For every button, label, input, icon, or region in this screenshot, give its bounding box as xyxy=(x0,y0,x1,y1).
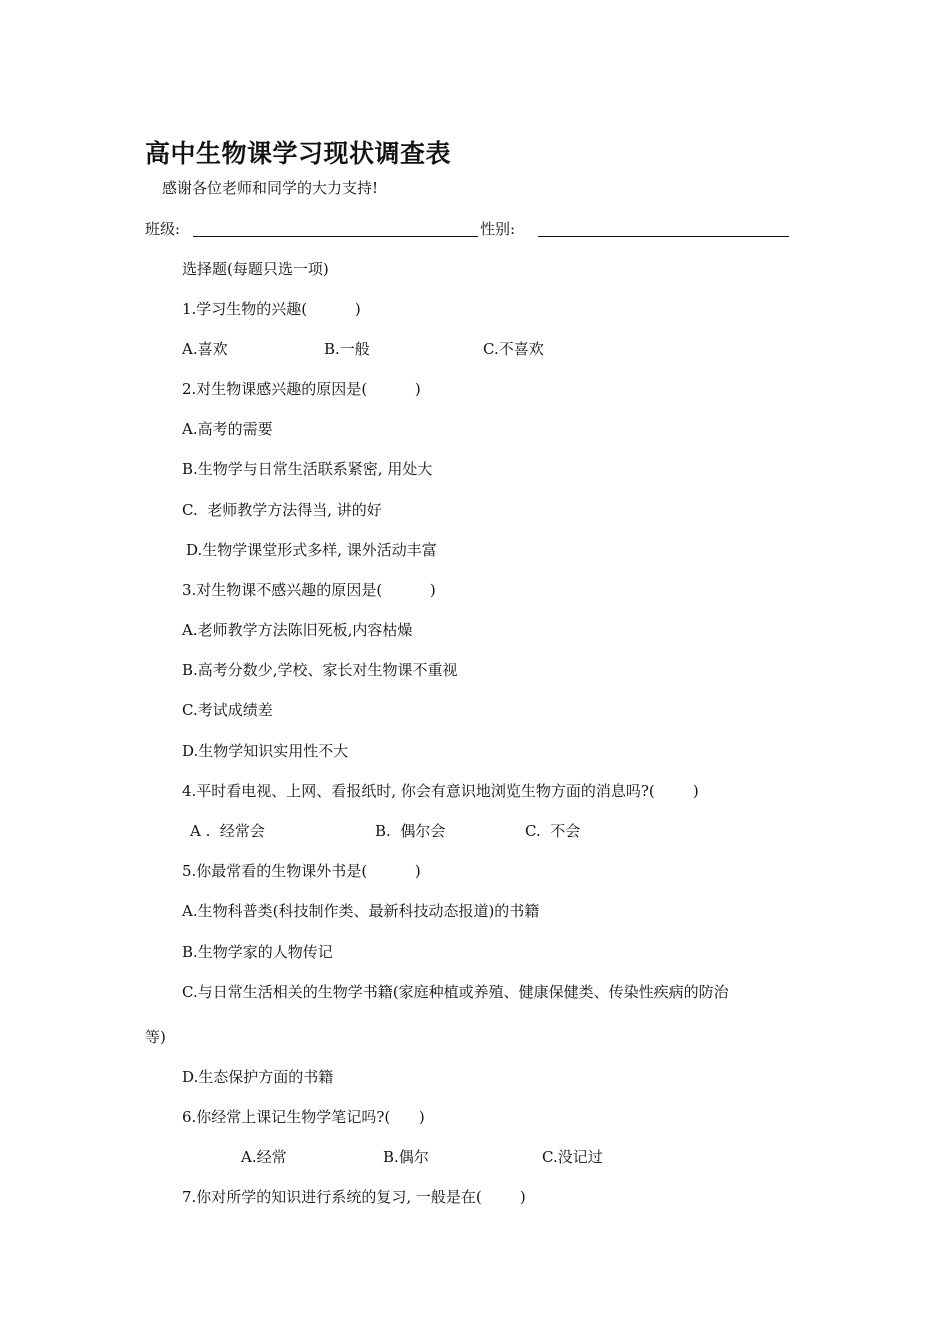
q2-option-c: C. 老师教学方法得当, 讲的好 xyxy=(182,501,382,519)
q6-option-a: A.经常 xyxy=(241,1148,287,1166)
q4-option-a: A . 经常会 xyxy=(190,822,265,840)
question-3: 3.对生物课不感兴趣的原因是( ) xyxy=(182,581,436,599)
question-4: 4.平时看电视、上网、看报纸时, 你会有意识地浏览生物方面的消息吗?( ) xyxy=(182,782,699,800)
q6-option-b: B.偶尔 xyxy=(383,1148,429,1166)
q6-option-c: C.没记过 xyxy=(542,1148,603,1166)
q5-option-c-line2: 等) xyxy=(145,1028,166,1046)
question-2: 2.对生物课感兴趣的原因是( ) xyxy=(182,380,421,398)
q5-option-b: B.生物学家的人物传记 xyxy=(182,943,333,961)
question-7: 7.你对所学的知识进行系统的复习, 一般是在( ) xyxy=(182,1188,526,1206)
question-6: 6.你经常上课记生物学笔记吗?( ) xyxy=(182,1108,425,1126)
question-1: 1.学习生物的兴趣( ) xyxy=(182,300,361,318)
q2-option-a: A.高考的需要 xyxy=(182,420,273,438)
thanks-line: 感谢各位老师和同学的大力支持! xyxy=(162,179,379,197)
q5-option-c-line1: C.与日常生活相关的生物学书籍(家庭种植或养殖、健康保健类、传染性疾病的防治 xyxy=(182,983,729,1001)
q3-option-a: A.老师教学方法陈旧死板,内容枯燥 xyxy=(182,621,413,639)
q4-option-c: C. 不会 xyxy=(525,822,581,840)
q2-option-d: D.生物学课堂形式多样, 课外活动丰富 xyxy=(186,541,437,559)
class-fill-line[interactable] xyxy=(193,236,478,237)
q2-option-b: B.生物学与日常生活联系紧密, 用处大 xyxy=(182,460,433,478)
q5-option-a: A.生物科普类(科技制作类、最新科技动态报道)的书籍 xyxy=(182,902,540,920)
question-5: 5.你最常看的生物课外书是( ) xyxy=(182,862,421,880)
q1-option-a: A.喜欢 xyxy=(182,340,228,358)
q1-option-b: B.一般 xyxy=(324,340,370,358)
gender-fill-line[interactable] xyxy=(538,236,789,237)
q3-option-d: D.生物学知识实用性不大 xyxy=(182,742,349,760)
gender-label: 性别: xyxy=(480,220,516,238)
q1-option-c: C.不喜欢 xyxy=(483,340,544,358)
q4-option-b: B. 偶尔会 xyxy=(375,822,446,840)
q5-option-d: D.生态保护方面的书籍 xyxy=(182,1068,334,1086)
class-label: 班级: xyxy=(145,220,181,238)
q3-option-b: B.高考分数少,学校、家长对生物课不重视 xyxy=(182,661,458,679)
q3-option-c: C.考试成绩差 xyxy=(182,701,273,719)
section-heading: 选择题(每题只选一项) xyxy=(182,260,329,278)
document-title: 高中生物课学习现状调查表 xyxy=(145,139,452,168)
